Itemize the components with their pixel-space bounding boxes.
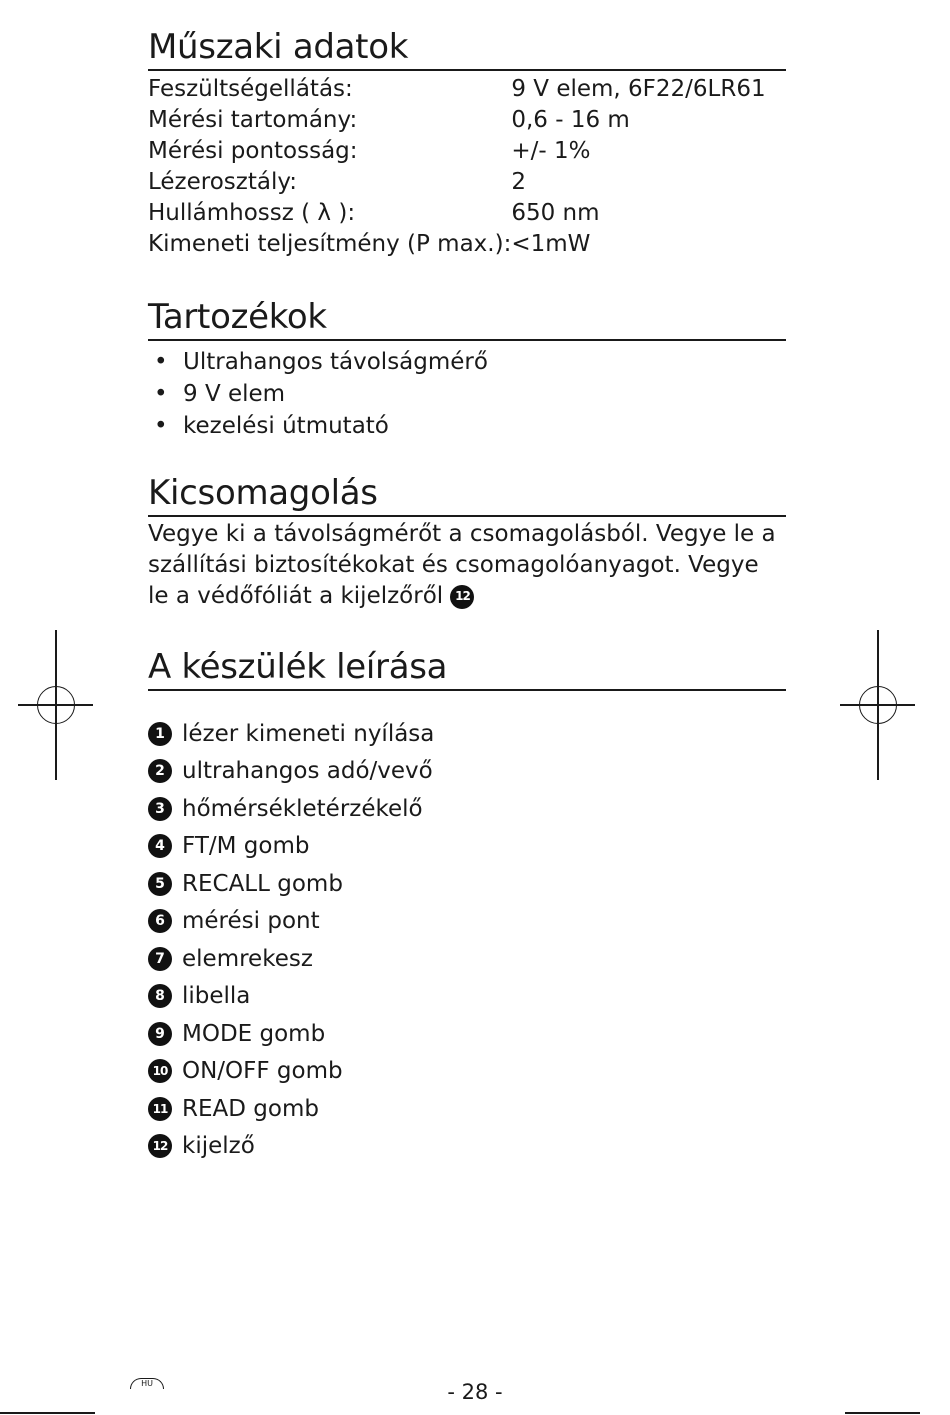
part-label: libella	[182, 983, 251, 1010]
number-badge-icon: 6	[148, 909, 172, 933]
heading-rule	[148, 339, 786, 341]
part-label: mérési pont	[182, 908, 320, 935]
part-label: RECALL gomb	[182, 870, 343, 897]
spec-row	[148, 198, 766, 229]
part-label: READ gomb	[182, 1095, 319, 1122]
accessories-list	[148, 346, 786, 442]
specs-table	[148, 74, 766, 260]
part-label: MODE gomb	[182, 1020, 326, 1047]
number-badge-icon: 7	[148, 947, 172, 971]
device-description-heading: A készülék leírása	[148, 647, 448, 687]
crop-mark-bottom-left	[0, 1412, 95, 1414]
number-badge-icon: 4	[148, 834, 172, 858]
part-item	[148, 1090, 786, 1128]
heading-rule	[148, 689, 786, 691]
list-item-label: 9 V elem	[183, 381, 286, 407]
registration-mark-left-icon	[37, 686, 75, 724]
number-badge-icon: 8	[148, 984, 172, 1008]
part-label: elemrekesz	[182, 945, 313, 972]
part-item	[148, 753, 786, 791]
list-item-label: kezelési útmutató	[183, 413, 389, 439]
spec-key: Mérési pontosság:	[148, 138, 358, 164]
spec-row	[148, 74, 766, 105]
spec-row	[148, 105, 766, 136]
part-label: hőmérsékletérzékelő	[182, 795, 423, 822]
part-item	[148, 865, 786, 903]
part-label: FT/M gomb	[182, 833, 310, 860]
heading-rule	[148, 515, 786, 517]
unpacking-section	[148, 473, 786, 612]
list-item	[148, 410, 786, 442]
tech-data-heading: Műszaki adatok	[148, 27, 409, 67]
list-item	[148, 346, 786, 378]
unpacking-heading: Kicsomagolás	[148, 473, 378, 513]
number-badge-icon: 12	[148, 1134, 172, 1158]
device-description-section	[148, 647, 786, 1165]
part-label: ultrahangos adó/vevő	[182, 758, 433, 785]
spec-value: 0,6 - 16 m	[511, 107, 630, 133]
unpacking-text	[148, 519, 786, 612]
number-badge-icon: 2	[148, 759, 172, 783]
spec-value: <1mW	[511, 231, 591, 257]
part-label: lézer kimeneti nyílása	[182, 720, 435, 747]
part-item	[148, 715, 786, 753]
bullet-icon: •	[154, 381, 168, 407]
part-item	[148, 1015, 786, 1053]
accessories-heading: Tartozékok	[148, 297, 327, 337]
number-badge-icon: 10	[148, 1059, 172, 1083]
list-item-label: Ultrahangos távolságmérő	[183, 349, 488, 375]
page-number: - 28 -	[447, 1380, 503, 1404]
part-item	[148, 1053, 786, 1091]
number-badge-icon: 1	[148, 722, 172, 746]
crop-mark-bottom-right	[845, 1412, 920, 1414]
tech-data-section	[148, 27, 786, 260]
number-badge-icon: 11	[148, 1097, 172, 1121]
spec-key: Mérési tartomány:	[148, 107, 358, 133]
spec-value: 650 nm	[511, 200, 600, 226]
number-badge-icon: 3	[148, 797, 172, 821]
number-badge-icon: 12	[450, 585, 474, 609]
spec-row	[148, 167, 766, 198]
spec-key: Lézerosztály:	[148, 169, 298, 195]
spec-row	[148, 229, 766, 260]
spec-value: 2	[511, 169, 526, 195]
part-item	[148, 903, 786, 941]
part-item	[148, 790, 786, 828]
spec-key: Feszültségellátás:	[148, 76, 353, 102]
part-item	[148, 978, 786, 1016]
bullet-icon: •	[154, 349, 168, 375]
number-badge-icon: 9	[148, 1022, 172, 1046]
bullet-icon: •	[154, 413, 168, 439]
parts-list	[148, 715, 786, 1165]
part-label: ON/OFF gomb	[182, 1058, 343, 1085]
spec-value: 9 V elem, 6F22/6LR61	[511, 76, 766, 102]
accessories-section	[148, 297, 786, 442]
part-item	[148, 940, 786, 978]
part-item	[148, 1128, 786, 1166]
part-label: kijelző	[182, 1133, 255, 1160]
unpacking-body: Vegye ki a távolságmérőt a csomagolásból. Vegye le a szállítási biztosítékokat és csomagolóanyagot. Vegye le a védőfóliát a kijelzőről	[148, 521, 776, 609]
list-item	[148, 378, 786, 410]
spec-key: Kimeneti teljesítmény (P max.):	[148, 231, 512, 257]
spec-row	[148, 136, 766, 167]
registration-mark-right-icon	[859, 686, 897, 724]
spec-key: Hullámhossz ( λ ):	[148, 200, 356, 226]
part-item	[148, 828, 786, 866]
language-flag-icon: HU	[130, 1378, 164, 1389]
number-badge-icon: 5	[148, 872, 172, 896]
heading-rule	[148, 69, 786, 71]
spec-value: +/- 1%	[511, 138, 591, 164]
